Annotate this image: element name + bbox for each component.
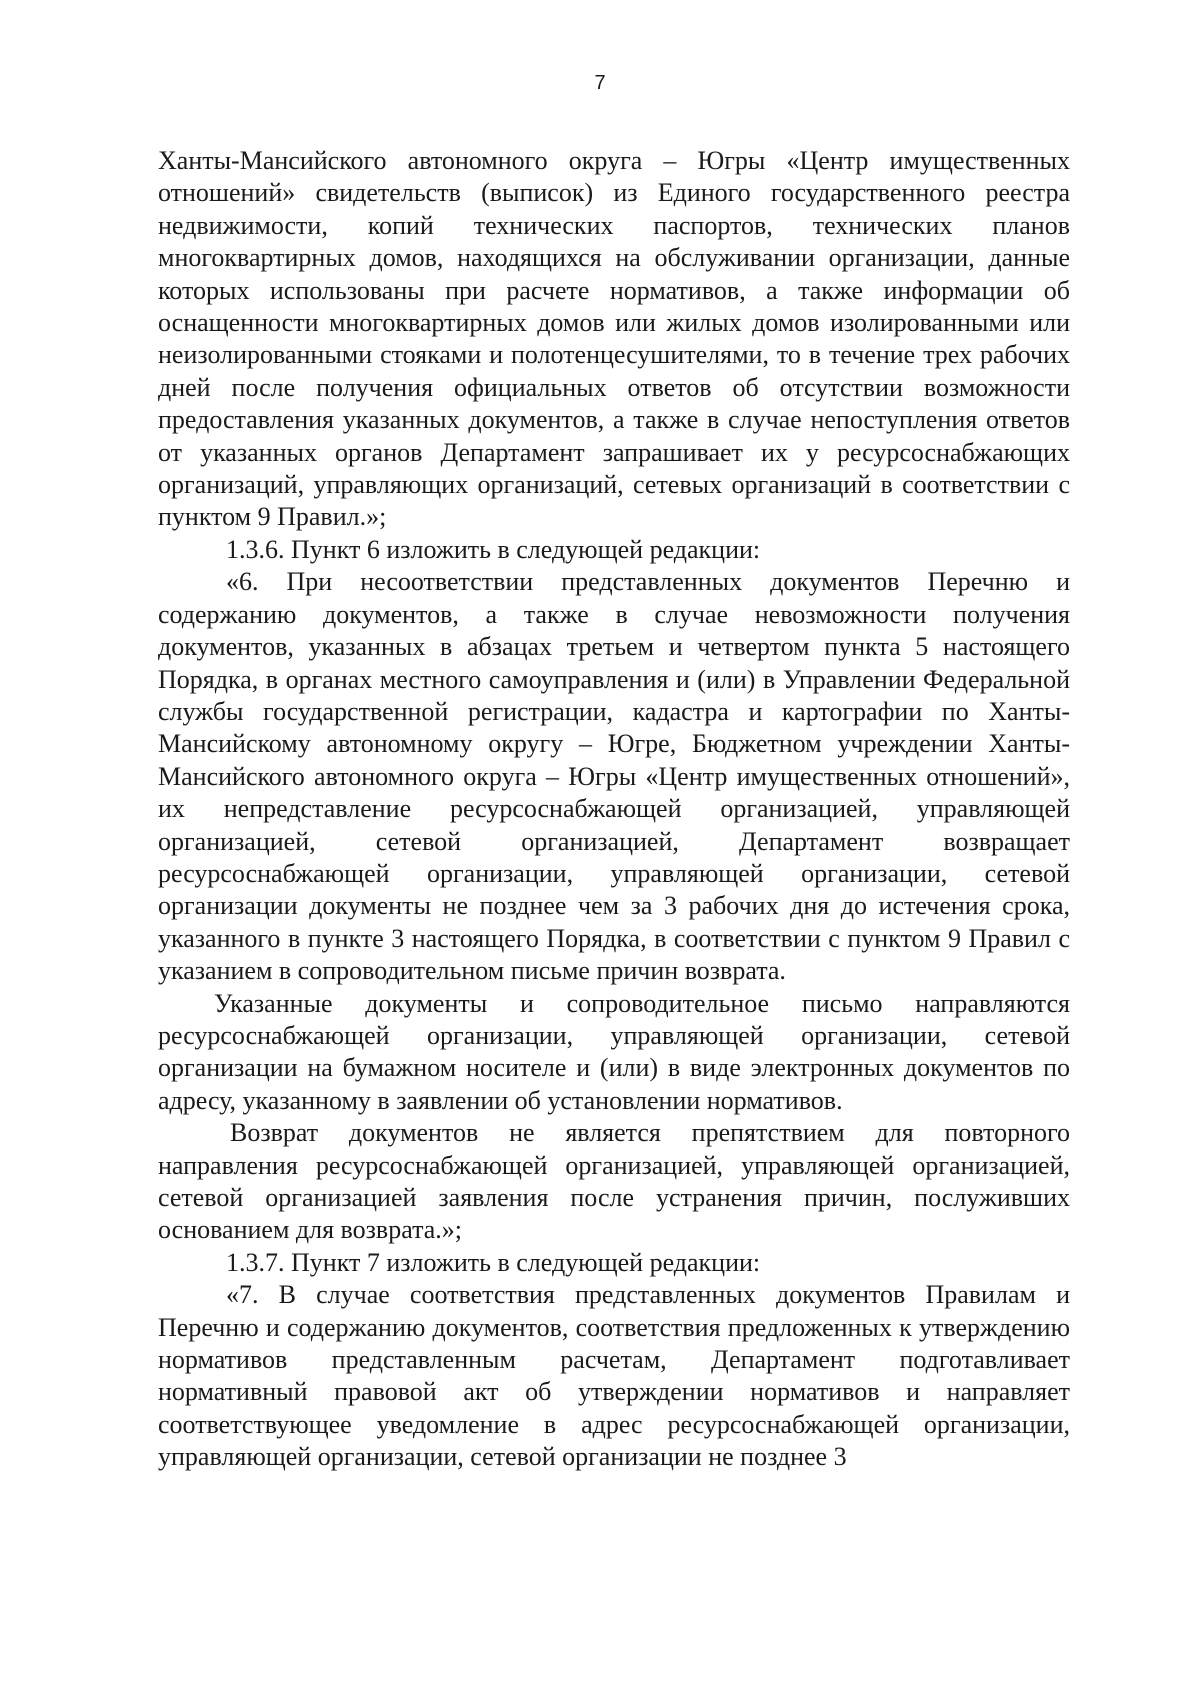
paragraph-documents-sent: Указанные документы и сопроводительное письмо направляются ресурсоснабжающей организации, управляющей организации, сетевой организации на бумажном носителе и (или) в виде электронных документов по адресу, указанному в заявлении об установлении нормативов. (158, 988, 1070, 1115)
paragraph-amendment-1-3-7: 1.3.7. Пункт 7 изложить в следующей редакции: (226, 1247, 761, 1277)
paragraph-continuation: Ханты-Мансийского автономного округа – Югры «Центр имущественных отношений» свидетельств (выписок) из Единого государственного реестра недвижимости, копий технических паспортов, технических планов многоквартирных домов, находящихся на обслуживании организации, данные которых использованы при расчете нормативов, а также информации об оснащенности многоквартирных домов или жилых домов изолированными или неизолированными стояками и полотенцесушителями, то в течение трех рабочих дней после получения официальных ответов об отсутствии возможности предоставления указанных документов, а также в случае непоступления ответов от указанных органов Департамент запрашивает их у ресурсоснабжающих организаций, управляющих организаций, сетевых организаций в соответствии с пунктом 9 Правил.»; (158, 146, 1070, 532)
paragraph-return-not-obstacle: Возврат документов не является препятствием для повторного направления ресурсоснабжающей организацией, управляющей организацией, сетевой организацией заявления после устранения причин, послуживших основанием для возврата.»; (158, 1118, 1070, 1245)
paragraph-point-6: «6. При несоответствии представленных документов Перечню и содержанию документов, а также в случае невозможности получения документов, указанных в абзацах третьем и четвертом пункта 5 настоящего Порядка, в органах местного самоуправления и (или) в Управлении Федеральной службы государственной регистрации, кадастра и картографии по Ханты-Мансийскому автономному округу – Югре, Бюджетном учреждении Ханты-Мансийского автономного округа – Югры «Центр имущественных отношений», их непредставление ресурсоснабжающей организацией, управляющей организацией, сетевой организацией, Департамент возвращает ресурсоснабжающей организации, управляющей организации, сетевой организации документы не позднее чем за 3 рабочих дня до истечения срока, указанного в пункте 3 настоящего Порядка, в соответствии с пунктом 9 Правил с указанием в сопроводительном письме причин возврата. (158, 567, 1070, 986)
paragraph-amendment-1-3-6: 1.3.6. Пункт 6 изложить в следующей редакции: (226, 534, 761, 564)
document-body (158, 145, 1070, 1474)
page-number: 7 (594, 72, 606, 94)
paragraph-point-7: «7. В случае соответствия представленных документов Правилам и Перечню и содержанию документов, соответствия предложенных к утверждению нормативов представленным расчетам, Департамент подготавливает нормативный правовой акт об утверждении нормативов и направляет соответствующее уведомление в адрес ресурсоснабжающей организации, управляющей организации, сетевой организации не позднее 3 (158, 1280, 1070, 1472)
